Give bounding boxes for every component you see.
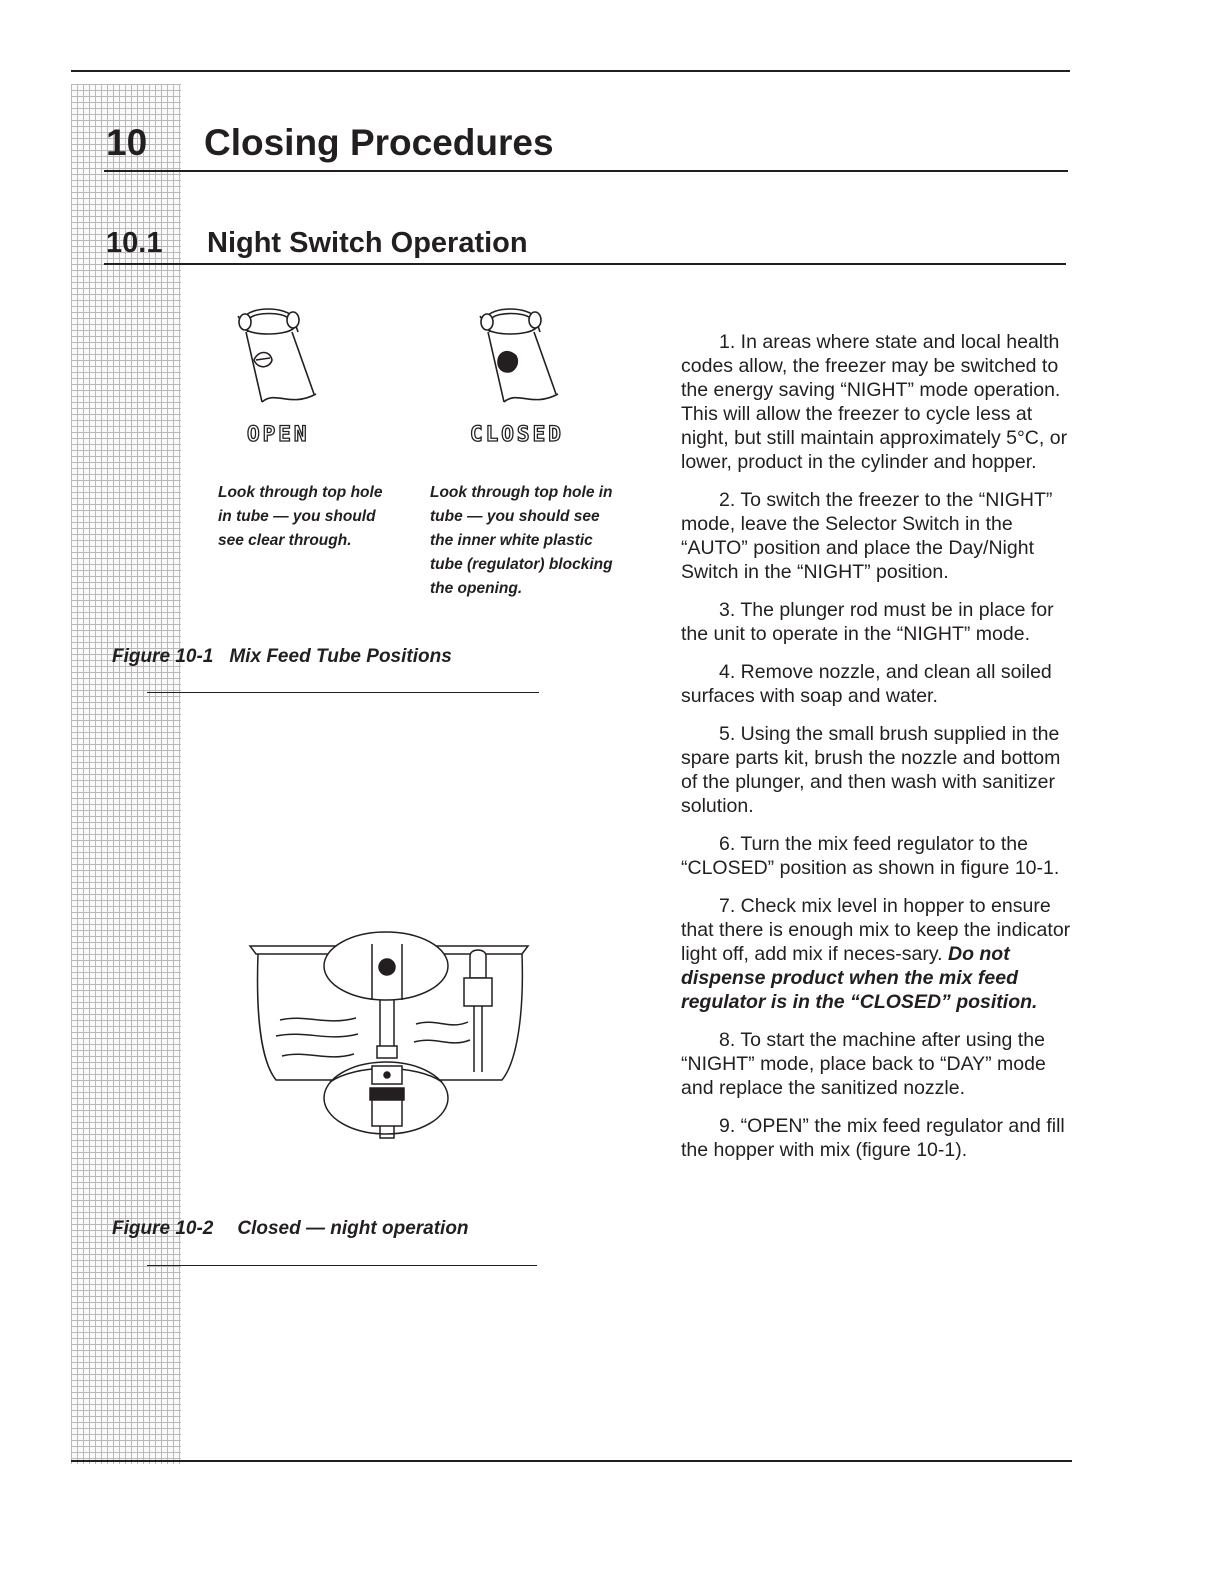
closed-label: CLOSED [470,422,564,446]
step-1: 1. In areas where state and local health codes allow, the freezer may be switched to the energy saving “NIGHT” mode operation. This will allow the freezer to cycle less at night, but still maintain approximately 5°C, or lower, product in the cylinder and hopper. [681,331,1068,473]
figure-10-1-number: Figure 10-1 [112,646,214,667]
figure-10-2-rule [147,1265,537,1266]
top-rule [71,70,1070,72]
bottom-rule [71,1460,1072,1462]
open-note: Look through top hole in tube — you should see clear through. [218,484,383,549]
grid-margin-strip [71,84,181,1464]
step-6: 6. Turn the mix feed regulator to the “CLOSED” position as shown in figure 10-1. [681,833,1060,879]
open-label: OPEN [247,422,310,446]
hopper-closed-illustration [246,930,532,1146]
closed-note: Look through top hole in tube — you should see the inner white plastic tube (regulator) blocking the opening. [430,484,613,597]
closed-tube-illustration [468,298,578,416]
figure-10-1-caption [112,646,452,668]
step-4: 4. Remove nozzle, and clean all soiled surfaces with soap and water. [681,661,1052,707]
chapter-title: Closing Procedures [204,122,554,163]
step-2: 2. To switch the freezer to the “NIGHT” mode, leave the Selector Switch in the “AUTO” position and place the Day/Night Switch in the “NIGHT” position. [681,489,1053,583]
figure-10-2-title: Closed — night operation [237,1218,469,1239]
figure-10-1-rule [147,692,539,693]
open-tube-illustration [228,298,338,416]
step-7 [681,894,1071,1014]
step-8: 8. To start the machine after using the “NIGHT” mode, place back to “DAY” mode and replace the sanitized nozzle. [681,1029,1046,1099]
step-5: 5. Using the small brush supplied in the spare parts kit, brush the nozzle and bottom of the plunger, and then wash with sanitizer solution. [681,723,1061,817]
section-number: 10.1 [106,227,163,259]
section-rule [104,263,1066,265]
step-9: 9. “OPEN” the mix feed regulator and fill the hopper with mix (figure 10-1). [681,1115,1065,1161]
step-7-warning: Do not dispense product when the mix feed regulator is in the “CLOSED” position. [681,943,1038,1013]
section-title: Night Switch Operation [207,227,528,259]
procedure-steps [681,330,1071,1176]
step-3: 3. The plunger rod must be in place for the unit to operate in the “NIGHT” mode. [681,599,1054,645]
figure-10-2-caption [112,1218,469,1240]
chapter-number: 10 [106,122,148,163]
chapter-rule [104,170,1068,172]
step-7-text: 7. Check mix level in hopper to ensure that there is enough mix to keep the indicator light off, add mix if neces-sary. [681,895,1071,965]
figure-10-2-number: Figure 10-2 [112,1218,214,1239]
figure-10-1-title: Mix Feed Tube Positions [229,646,452,667]
